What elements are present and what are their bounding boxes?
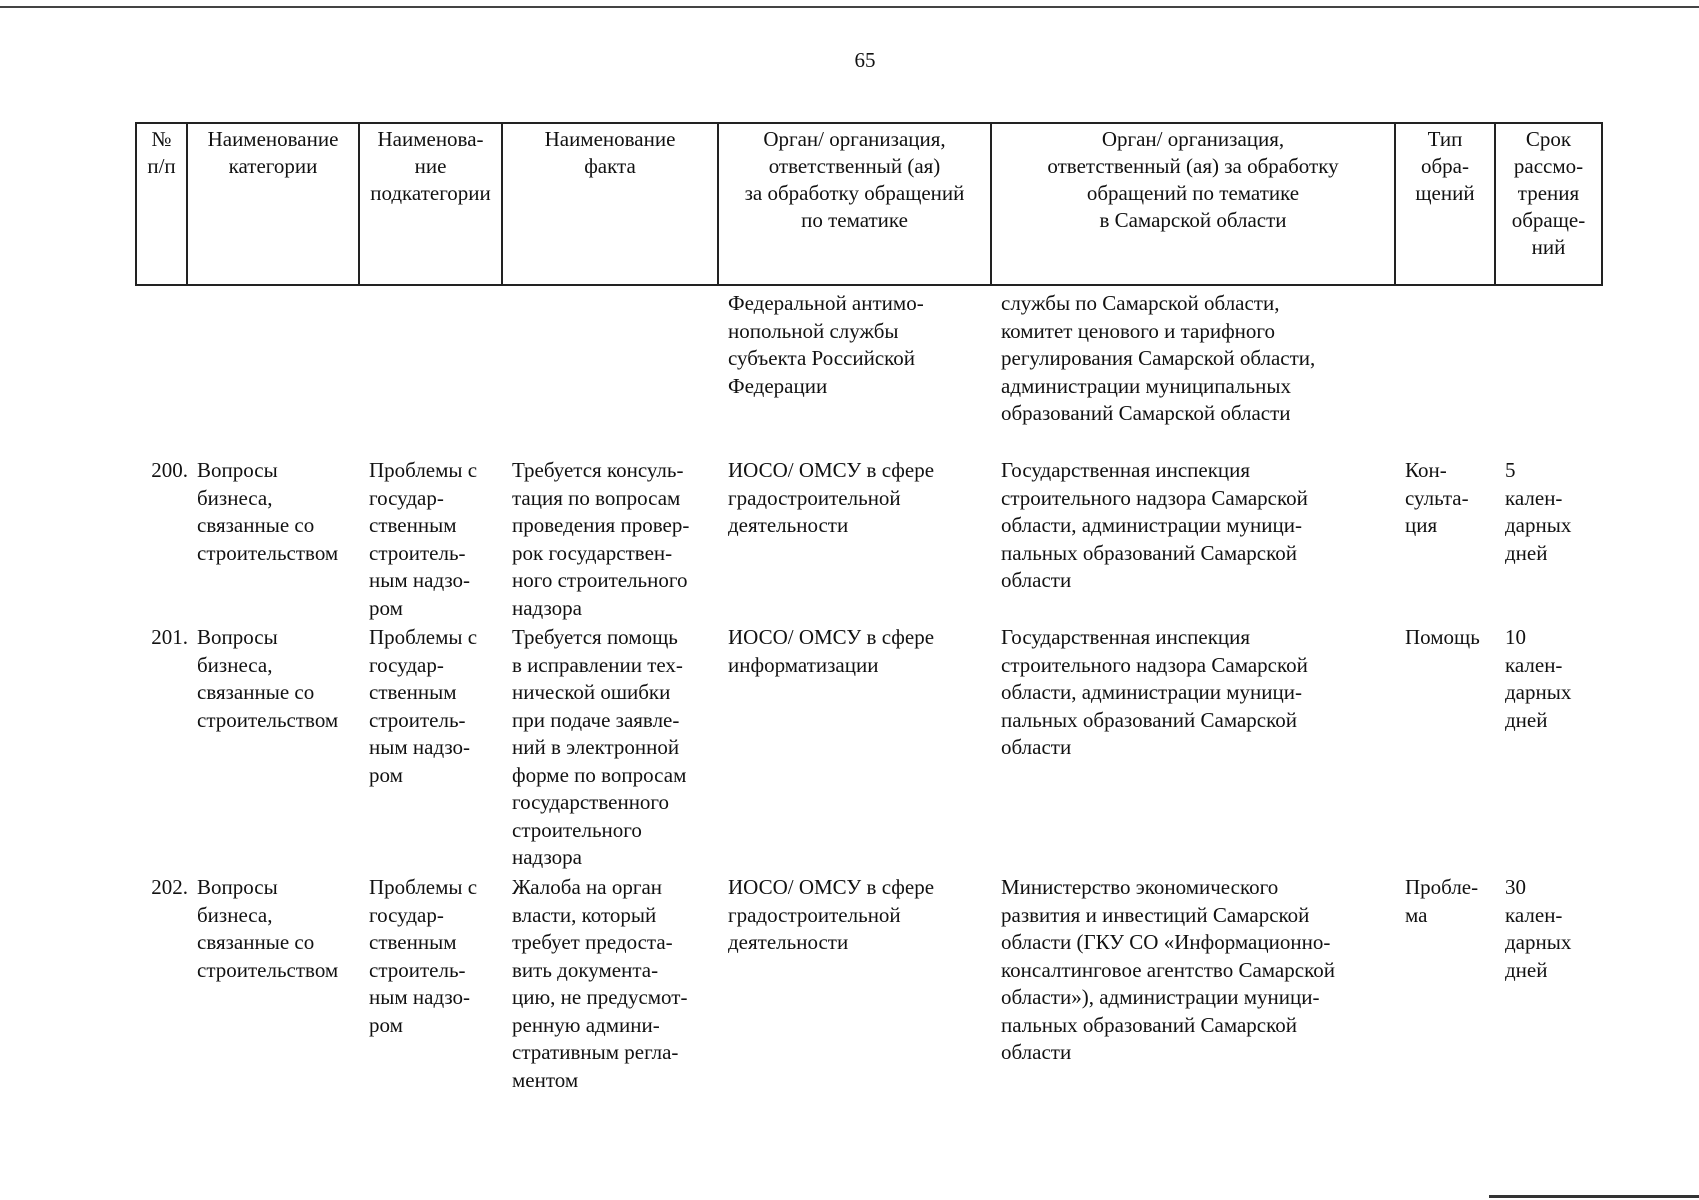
- text-line: при подаче заявле-: [512, 707, 680, 732]
- bottom-border-line: [1489, 1195, 1699, 1198]
- text-line: строительного: [512, 817, 642, 842]
- table-row: [135, 874, 1607, 1094]
- text-line: дарных: [1505, 513, 1572, 537]
- text-line: надзора: [512, 595, 582, 620]
- row-num: [135, 290, 192, 457]
- row-type: [1400, 457, 1500, 624]
- row-subcategory: [364, 874, 507, 1094]
- text-line: области, администрации муници-: [1001, 680, 1302, 704]
- text-line: Проблемы с: [369, 625, 478, 649]
- text-line: факта: [584, 154, 636, 178]
- text-line: 30: [1505, 875, 1526, 899]
- text-line: ний в электронной: [512, 735, 680, 759]
- text-line: Пробле-: [1405, 875, 1479, 899]
- text-line: рок государствен-: [512, 540, 673, 565]
- text-line: ИОСО/ ОМСУ в сфере: [728, 875, 935, 899]
- row-category: [192, 624, 364, 874]
- text-line: сульта-: [1405, 485, 1469, 510]
- header-org-samara: [991, 123, 1395, 285]
- row-org: [723, 624, 996, 874]
- text-line: проведения провер-: [512, 513, 690, 537]
- text-line: образований Самарской области: [1001, 401, 1291, 425]
- text-line: №: [151, 127, 172, 151]
- row-type: [1400, 290, 1500, 457]
- row-org: [723, 290, 996, 457]
- row-term: [1500, 290, 1607, 457]
- row-term: [1500, 457, 1607, 624]
- text-line: трения: [1517, 181, 1580, 205]
- text-line: Вопросы: [197, 458, 278, 482]
- text-line: градостроительной: [728, 902, 901, 927]
- text-line: ным надзо-: [369, 568, 471, 592]
- row-subcategory: [364, 290, 507, 457]
- text-line: градостроительной: [728, 485, 901, 510]
- text-line: дарных: [1505, 680, 1572, 704]
- text-line: в исправлении тех-: [512, 652, 683, 677]
- text-line: Наименование: [207, 127, 339, 151]
- text-line: в Самарской области: [1099, 208, 1287, 232]
- header-row: [136, 123, 1602, 285]
- text-line: ного строительного: [512, 568, 688, 592]
- text-line: связанные со: [197, 513, 315, 537]
- text-line: стративным регла-: [512, 1040, 679, 1064]
- text-line: области: [1001, 1040, 1072, 1064]
- row-fact: [507, 290, 723, 457]
- text-line: ным надзо-: [369, 735, 471, 759]
- text-line: области»), администрации муници-: [1001, 985, 1320, 1009]
- row-num: [135, 457, 192, 624]
- text-line: ром: [369, 1012, 403, 1037]
- text-line: строительством: [197, 540, 339, 565]
- header-type: [1395, 123, 1495, 285]
- row-category: [192, 290, 364, 457]
- text-line: Требуется помощь: [512, 625, 678, 649]
- text-line: дней: [1505, 540, 1548, 565]
- text-line: 201.: [151, 625, 188, 649]
- text-line: ственным: [369, 680, 457, 704]
- text-line: строительного надзора Самарской: [1001, 485, 1308, 510]
- text-line: ментом: [512, 1067, 579, 1092]
- text-line: бизнеса,: [197, 902, 273, 927]
- text-line: государ-: [369, 485, 444, 510]
- text-line: дарных: [1505, 930, 1572, 954]
- text-line: 10: [1505, 625, 1526, 649]
- text-line: Орган/ организация,: [1101, 127, 1285, 151]
- text-line: Тип: [1427, 127, 1463, 151]
- text-line: щений: [1415, 181, 1475, 205]
- text-line: надзора: [512, 845, 582, 869]
- text-line: строительного надзора Самарской: [1001, 652, 1308, 677]
- text-line: обращений по тематике: [1086, 181, 1300, 205]
- text-line: регулирования Самарской области,: [1001, 346, 1316, 370]
- text-line: области: [1001, 735, 1072, 759]
- text-line: Проблемы с: [369, 875, 478, 899]
- text-line: обраще-: [1511, 208, 1586, 232]
- text-line: строитель-: [369, 540, 466, 565]
- text-line: пальных образований Самарской: [1001, 1012, 1297, 1037]
- row-num: [135, 624, 192, 874]
- row-category: [192, 457, 364, 624]
- text-line: связанные со: [197, 680, 315, 704]
- row-fact: [507, 624, 723, 874]
- text-line: ИОСО/ ОМСУ в сфере: [728, 625, 935, 649]
- header-term: [1495, 123, 1602, 285]
- text-line: Проблемы с: [369, 458, 478, 482]
- text-line: за обработку обращений: [744, 181, 965, 205]
- table-row: [135, 290, 1607, 457]
- text-line: кален-: [1505, 485, 1563, 510]
- text-line: Государственная инспекция: [1001, 458, 1251, 482]
- table-header: [135, 122, 1603, 286]
- text-line: цию, не предусмот-: [512, 985, 688, 1009]
- header-subcategory: [359, 123, 502, 285]
- text-line: требует предоста-: [512, 930, 673, 954]
- row-org-samara: [996, 624, 1400, 874]
- text-line: Орган/ организация,: [763, 127, 946, 151]
- table-body: [135, 290, 1607, 1094]
- row-num: [135, 874, 192, 1094]
- text-line: 5: [1505, 458, 1516, 482]
- header-category: [187, 123, 359, 285]
- text-line: бизнеса,: [197, 485, 273, 510]
- table-row: [135, 457, 1607, 624]
- text-line: власти, который: [512, 902, 657, 927]
- text-line: государственного: [512, 790, 670, 814]
- row-org-samara: [996, 290, 1400, 457]
- text-line: субъекта Российской: [728, 346, 916, 370]
- text-line: подкатегории: [370, 181, 491, 205]
- text-line: ром: [369, 762, 403, 787]
- text-line: Министерство экономического: [1001, 875, 1279, 899]
- header-num: [136, 123, 187, 285]
- text-line: ственным: [369, 513, 457, 537]
- text-line: рассмо-: [1513, 154, 1584, 178]
- text-line: консалтинговое агентство Самарской: [1001, 957, 1335, 982]
- text-line: ром: [369, 595, 403, 620]
- row-category: [192, 874, 364, 1094]
- text-line: Наименование: [544, 127, 676, 151]
- text-line: области, администрации муници-: [1001, 513, 1302, 537]
- text-line: государ-: [369, 652, 444, 677]
- row-fact: [507, 874, 723, 1094]
- top-border-line: [0, 6, 1699, 8]
- text-line: Федерации: [728, 373, 828, 398]
- text-line: ние: [414, 154, 447, 178]
- text-line: ма: [1405, 902, 1428, 927]
- text-line: ответственный (ая) за обработку: [1047, 154, 1339, 178]
- text-line: кален-: [1505, 652, 1563, 677]
- text-line: Вопросы: [197, 875, 278, 899]
- text-line: ным надзо-: [369, 985, 471, 1009]
- text-line: нической ошибки: [512, 680, 671, 704]
- text-line: службы по Самарской области,: [1001, 291, 1280, 315]
- text-line: ренную админи-: [512, 1012, 660, 1037]
- row-subcategory: [364, 624, 507, 874]
- text-line: кален-: [1505, 902, 1563, 927]
- text-line: пальных образований Самарской: [1001, 707, 1297, 732]
- text-line: Государственная инспекция: [1001, 625, 1251, 649]
- text-line: по тематике: [801, 208, 908, 232]
- text-line: Срок: [1525, 127, 1572, 151]
- page-number: 65: [854, 48, 876, 72]
- text-line: 200.: [151, 458, 188, 482]
- row-org-samara: [996, 874, 1400, 1094]
- text-line: деятельности: [728, 930, 849, 954]
- text-line: 202.: [151, 875, 188, 899]
- row-term: [1500, 624, 1607, 874]
- text-line: Жалоба на орган: [512, 875, 663, 899]
- text-line: Помощь: [1405, 625, 1480, 649]
- row-fact: [507, 457, 723, 624]
- text-line: нопольной службы: [728, 318, 899, 343]
- text-line: комитет ценового и тарифного: [1001, 318, 1276, 343]
- header-org: [718, 123, 991, 285]
- row-org: [723, 874, 996, 1094]
- text-line: дней: [1505, 957, 1548, 982]
- text-line: Наименова-: [377, 127, 484, 151]
- text-line: администрации муниципальных: [1001, 373, 1291, 398]
- text-line: категории: [228, 154, 318, 178]
- text-line: Требуется консуль-: [512, 458, 684, 482]
- text-line: дней: [1505, 707, 1548, 732]
- text-line: развития и инвестиций Самарской: [1001, 902, 1310, 927]
- text-line: строительством: [197, 707, 339, 732]
- text-line: информатизации: [728, 652, 879, 677]
- text-line: ответственный (ая): [768, 154, 941, 178]
- row-org-samara: [996, 457, 1400, 624]
- header-fact: [502, 123, 718, 285]
- text-line: форме по вопросам: [512, 762, 687, 787]
- text-line: государ-: [369, 902, 444, 927]
- row-subcategory: [364, 457, 507, 624]
- row-term: [1500, 874, 1607, 1094]
- text-line: деятельности: [728, 513, 849, 537]
- row-org: [723, 457, 996, 624]
- row-type: [1400, 624, 1500, 874]
- text-line: строитель-: [369, 707, 466, 732]
- text-line: пальных образований Самарской: [1001, 540, 1297, 565]
- row-type: [1400, 874, 1500, 1094]
- table-row: [135, 624, 1607, 874]
- text-line: п/п: [147, 154, 176, 178]
- text-line: Федеральной антимо-: [728, 291, 924, 315]
- text-line: ственным: [369, 930, 457, 954]
- text-line: обра-: [1421, 154, 1469, 178]
- text-line: связанные со: [197, 930, 315, 954]
- text-line: вить документа-: [512, 957, 659, 982]
- text-line: ИОСО/ ОМСУ в сфере: [728, 458, 935, 482]
- text-line: тация по вопросам: [512, 485, 681, 510]
- text-line: области (ГКУ СО «Информационно-: [1001, 930, 1331, 954]
- text-line: бизнеса,: [197, 652, 273, 677]
- text-line: строитель-: [369, 957, 466, 982]
- text-line: ция: [1405, 513, 1438, 537]
- text-line: области: [1001, 568, 1072, 592]
- text-line: ний: [1531, 235, 1566, 259]
- text-line: Кон-: [1405, 458, 1447, 482]
- text-line: строительством: [197, 957, 339, 982]
- text-line: Вопросы: [197, 625, 278, 649]
